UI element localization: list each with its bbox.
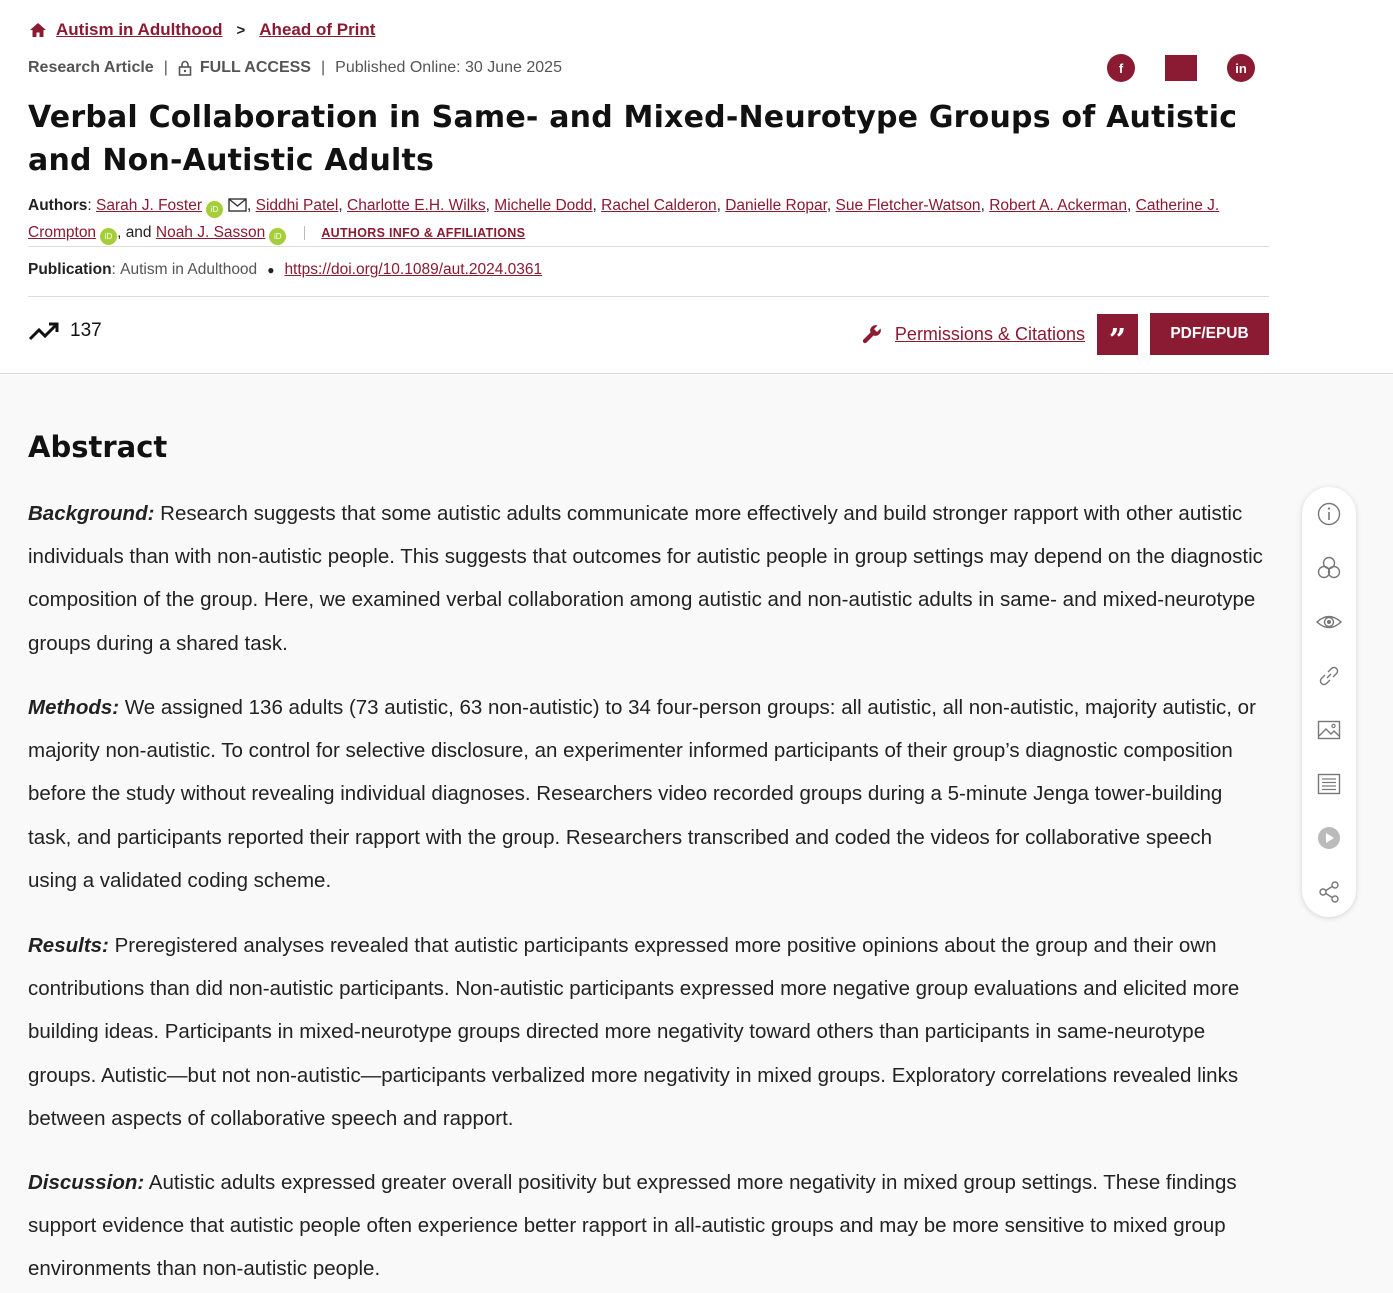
article-title: Verbal Collaboration in Same- and Mixed-Neurotype Groups of Autistic and Non-Autistic Adults bbox=[28, 100, 1238, 178]
article-meta bbox=[28, 57, 1269, 79]
publication-info: Publication : Autism in Adulthood ● https://doi.org/10.1089/aut.2024.0361 bbox=[28, 261, 543, 278]
divider bbox=[28, 246, 1269, 247]
publication-label: Publication bbox=[28, 261, 112, 278]
breadcrumb-section-link[interactable]: Ahead of Print bbox=[259, 20, 376, 39]
views-count: 137 bbox=[70, 320, 102, 341]
home-icon bbox=[28, 20, 48, 40]
mail-icon[interactable] bbox=[228, 198, 247, 212]
authors-and: and bbox=[125, 224, 152, 241]
author-link[interactable]: Sarah J. Foster bbox=[96, 197, 203, 214]
published-date: Published Online: 30 June 2025 bbox=[335, 59, 562, 76]
methods-text: We assigned 136 adults (73 autistic, 63 non-autistic) to 34 four-person groups: all autistic, all non-autistic, majority autistic, or majority non-autistic. To control for selective disclosure, an experimenter informed participants of their group’s diagnostic composition before the study without revealing individual diagnoses. Researchers video recorded groups during a 5-minute Jenga tower-building task, and participants reported their rapport with the group. Researchers transcribed and coded the videos for collaborative speech using a validated coding scheme. bbox=[28, 696, 1256, 892]
article-actions bbox=[861, 313, 1269, 358]
abstract-methods bbox=[28, 686, 1263, 902]
methods-label: Methods: bbox=[28, 696, 120, 719]
meta-divider: | bbox=[163, 59, 168, 76]
author-link[interactable]: Charlotte E.H. Wilks bbox=[347, 197, 486, 214]
divider bbox=[28, 296, 1269, 297]
share-icon[interactable] bbox=[1316, 879, 1342, 905]
abstract-discussion bbox=[28, 1161, 1263, 1291]
results-label: Results: bbox=[28, 934, 109, 957]
breadcrumb-separator: > bbox=[236, 21, 246, 39]
link-icon[interactable] bbox=[1316, 663, 1342, 689]
author-link[interactable]: Siddhi Patel bbox=[255, 197, 339, 214]
results-text: Preregistered analyses revealed that autistic participants expressed more positive opinions about the group and their own contributions than did non-autistic participants. Non-autistic participants expressed more negative group evaluations and elicited more building ideas. Participants in mixed-neurotype groups directed more negativity toward others than participants in same-neurotype groups. Autistic—but not non-autistic—participants verbalized more negativity in mixed groups. Exploratory correlations revealed links between aspects of collaborative speech and rapport. bbox=[28, 934, 1240, 1130]
discussion-label: Discussion: bbox=[28, 1171, 145, 1194]
author-link[interactable]: Sue Fletcher-Watson bbox=[835, 197, 981, 214]
abstract-results bbox=[28, 924, 1263, 1140]
article-type: Research Article bbox=[28, 59, 154, 76]
author-link[interactable]: Catherine J. Crompton bbox=[28, 197, 1220, 241]
meta-divider: | bbox=[320, 59, 326, 76]
venn-icon[interactable] bbox=[1316, 555, 1342, 581]
orcid-icon[interactable]: iD bbox=[206, 201, 223, 218]
publication-journal: Autism in Adulthood bbox=[120, 261, 258, 278]
facebook-icon[interactable]: f bbox=[1107, 54, 1135, 82]
info-icon[interactable] bbox=[1316, 501, 1342, 527]
breadcrumb-journal-link[interactable]: Autism in Adulthood bbox=[56, 20, 223, 39]
orcid-icon[interactable]: iD bbox=[269, 228, 286, 245]
play-icon[interactable] bbox=[1316, 825, 1342, 851]
cite-quote-button[interactable]: ” bbox=[1097, 314, 1138, 355]
linkedin-icon[interactable]: in bbox=[1227, 54, 1255, 82]
author-link[interactable]: Danielle Ropar bbox=[725, 197, 827, 214]
list-icon[interactable] bbox=[1316, 771, 1342, 797]
discussion-text: Autistic adults expressed greater overall positivity but expressed more negativity in mixed group settings. These findings support evidence that autistic people often experience better rapport in all-autistic groups and may be more sensitive to mixed group environments than non-autistic people. bbox=[28, 1171, 1237, 1281]
authors-list: Authors: Sarah J. Foster iD , Siddhi Patel, Charlotte E.H. Wilks, Michelle Dodd, Rachel Calderon, Danielle Ropar, Sue Fletcher-Watson, Robert A. Ackerman, Catherine J. Crompton iD , and Noah J. Sasson iD AUTHORS INFO & AFFILIATIONS bbox=[28, 192, 1269, 247]
breadcrumb bbox=[28, 20, 1269, 40]
author-link[interactable]: Rachel Calderon bbox=[601, 197, 717, 214]
pdf-epub-button[interactable]: PDF/EPUB bbox=[1150, 313, 1269, 355]
side-toolbar bbox=[1302, 487, 1356, 917]
doi-link[interactable]: https://doi.org/10.1089/aut.2024.0361 bbox=[284, 261, 543, 278]
abstract-background bbox=[28, 492, 1263, 665]
x-share-icon[interactable] bbox=[1165, 55, 1197, 81]
authors-affiliations-link[interactable]: AUTHORS INFO & AFFILIATIONS bbox=[304, 226, 525, 240]
author-link[interactable]: Michelle Dodd bbox=[494, 197, 593, 214]
image-icon[interactable] bbox=[1316, 717, 1342, 743]
trending-up-icon bbox=[28, 320, 60, 342]
background-label: Background: bbox=[28, 502, 155, 525]
author-link[interactable]: Robert A. Ackerman bbox=[989, 197, 1128, 214]
publication-separator: ● bbox=[267, 263, 275, 277]
lock-icon bbox=[178, 60, 192, 76]
wrench-icon bbox=[861, 323, 883, 345]
authors-label: Authors bbox=[28, 197, 88, 214]
social-share bbox=[1107, 54, 1255, 82]
access-badge: FULL ACCESS bbox=[199, 59, 311, 76]
orcid-icon[interactable]: iD bbox=[100, 228, 117, 245]
author-link[interactable]: Noah J. Sasson bbox=[155, 224, 266, 241]
abstract-heading: Abstract bbox=[28, 430, 168, 464]
background-text: Research suggests that some autistic adults communicate more effectively and build stronger rapport with other autistic individuals than with non-autistic people. This suggests that outcomes for autistic people in group settings may depend on the diagnostic composition of the group. Here, we examined verbal collaboration among autistic and non-autistic adults in same- and mixed-neurotype groups during a shared task. bbox=[28, 502, 1263, 655]
eye-icon[interactable] bbox=[1316, 609, 1342, 635]
permissions-citations-link[interactable]: Permissions & Citations bbox=[894, 323, 1085, 344]
